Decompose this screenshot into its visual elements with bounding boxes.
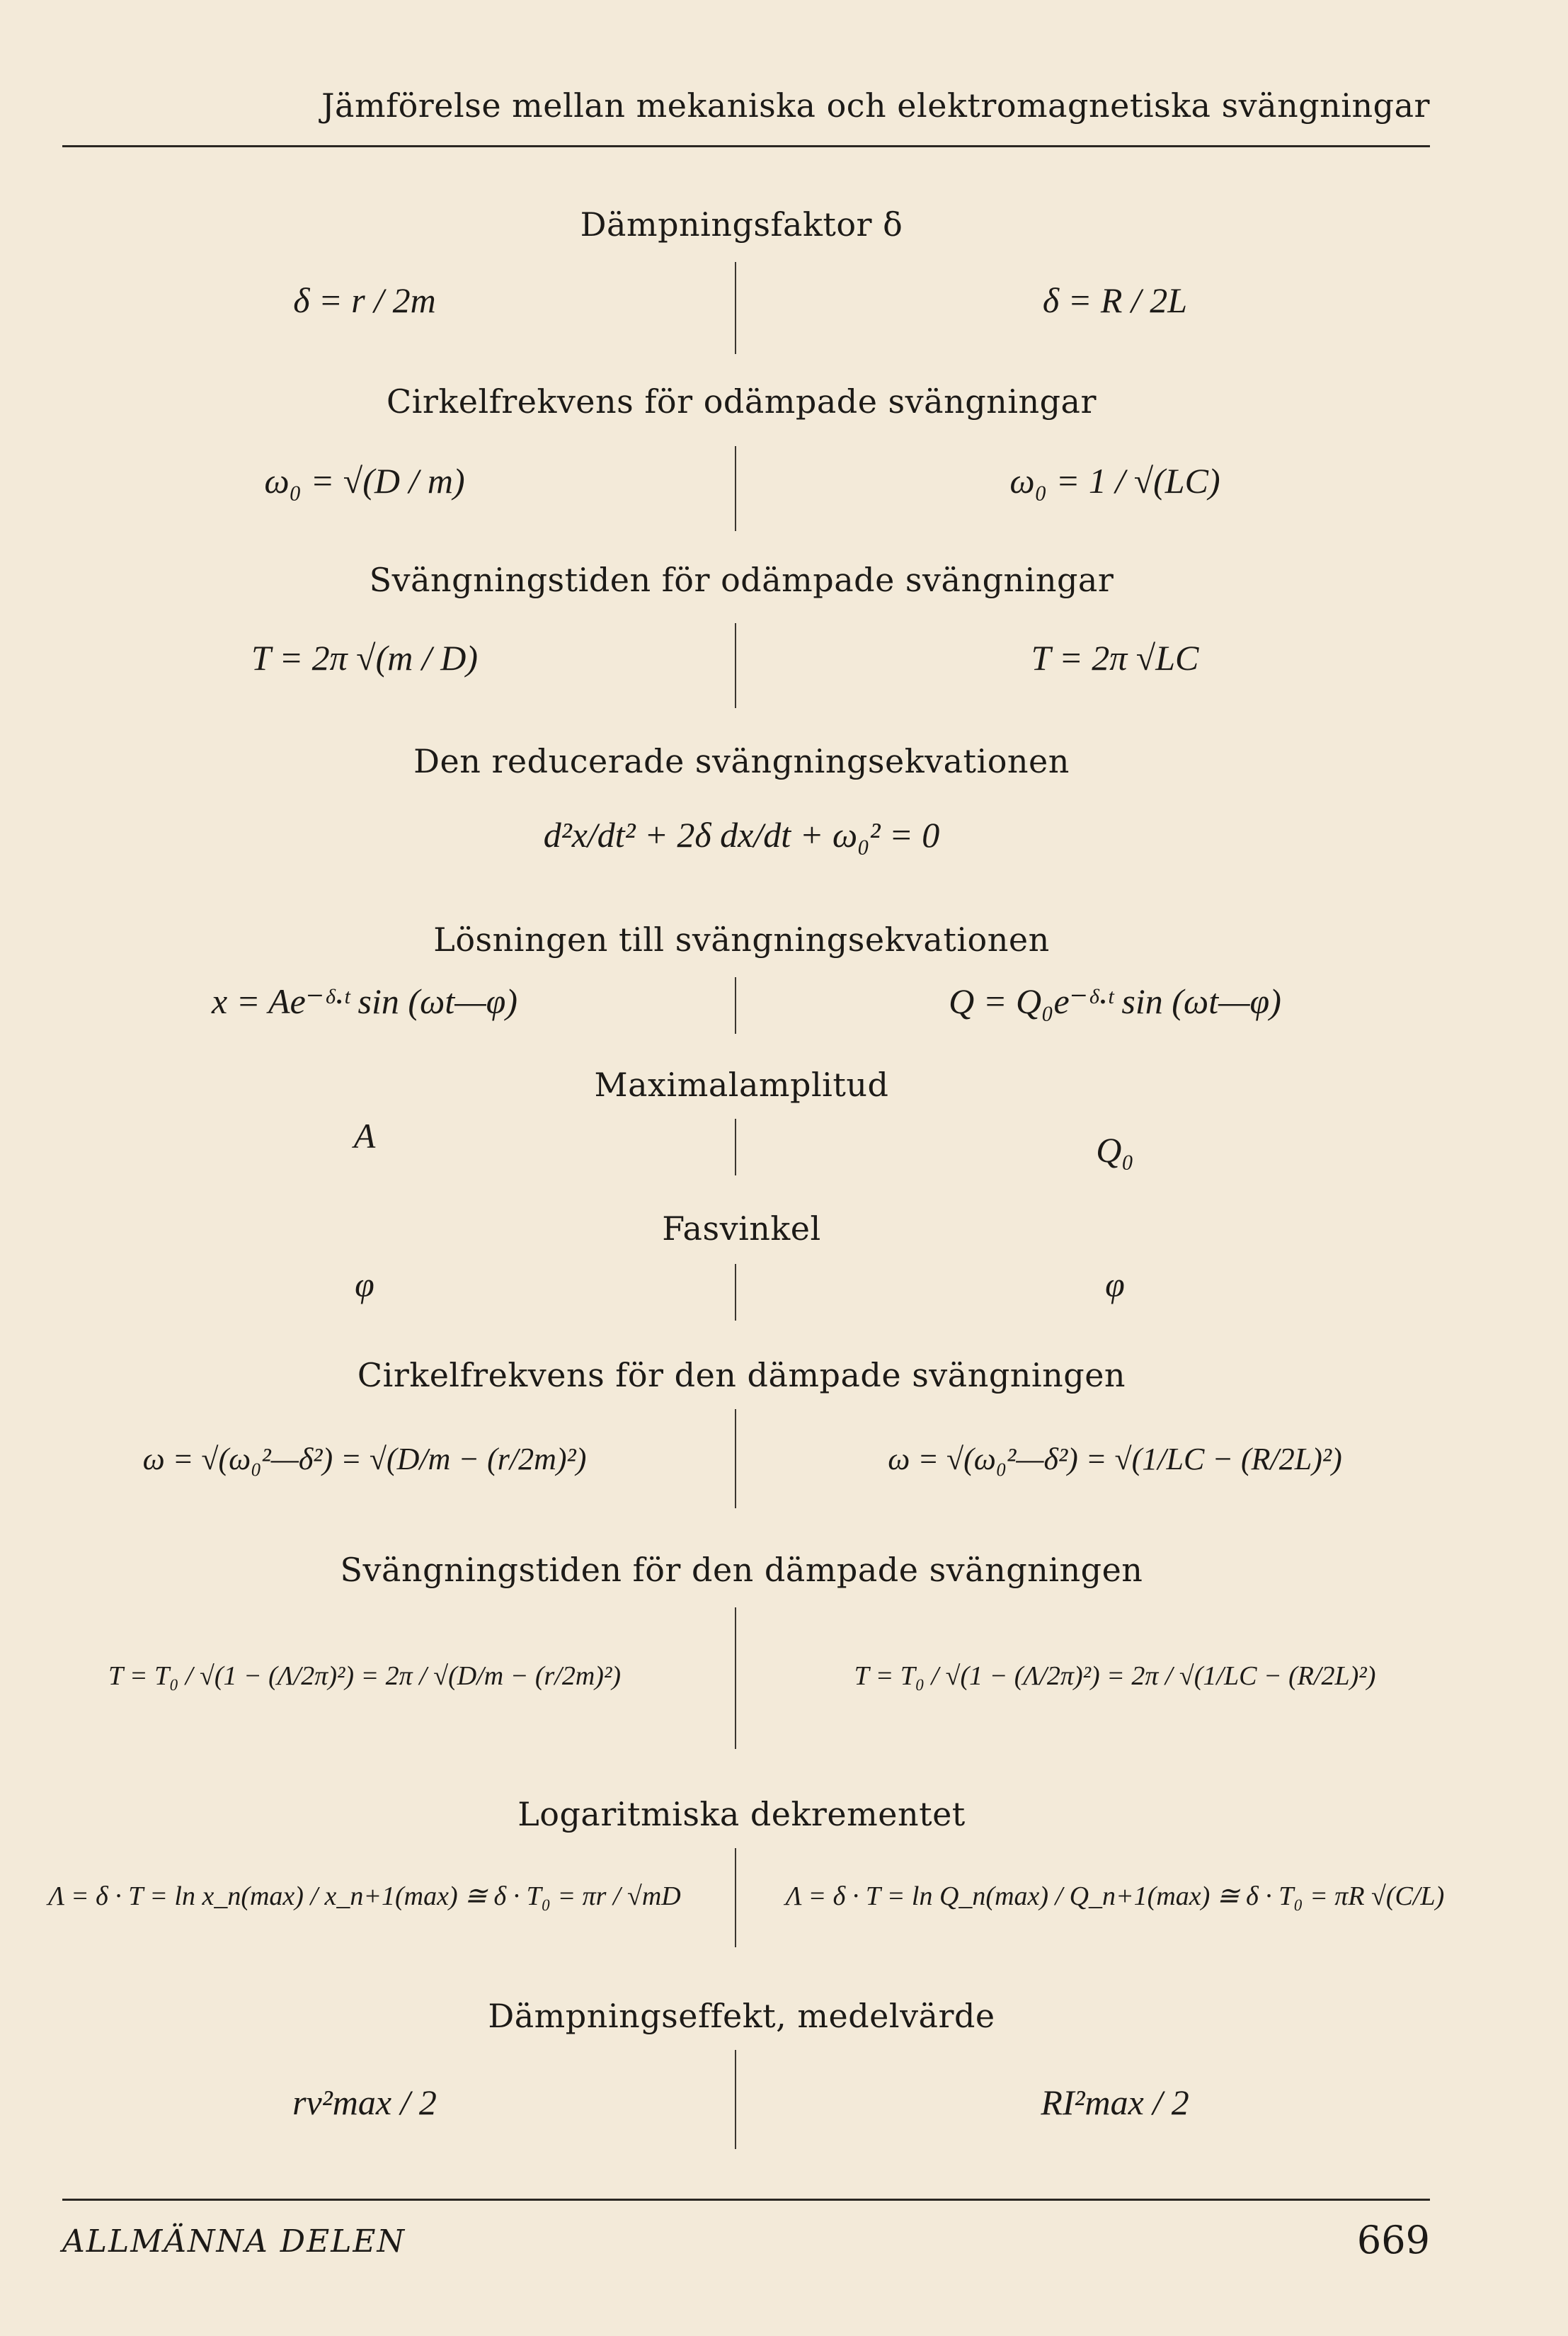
page-number: 669 (1356, 2218, 1430, 2262)
formula-left-undamped-period: T = 2π √(m / D) (251, 638, 479, 678)
column-divider (735, 1607, 736, 1749)
column-divider (735, 623, 736, 708)
section-title-undamped-period: Svängningstiden för odämpade svängningar (369, 561, 1114, 599)
formula-right-damped-frequency: ω = √(ω₀²—δ²) = √(1/LC − (R/2L)²) (888, 1442, 1342, 1476)
formula-right-undamped-period: T = 2π √LC (1031, 638, 1199, 678)
formula-left-undamped-frequency: ω₀ = √(D / m) (264, 461, 465, 501)
column-divider (735, 1848, 736, 1947)
column-divider (735, 977, 736, 1034)
section-title-max-amplitude: Maximalamplitud (594, 1066, 889, 1104)
running-header: Jämförelse mellan mekaniska och elektromagnetiska svängningar (321, 86, 1430, 125)
formula-right-log-decrement: Λ = δ · T = ln Q_n(max) / Q_n+1(max) ≅ δ · T₀ = πR √(C/L) (785, 1881, 1445, 1911)
formula-left-log-decrement: Λ = δ · T = ln x_n(max) / x_n+1(max) ≅ δ · T₀ = πr / √mD (48, 1881, 681, 1911)
formula-right-solution: Q = Q₀e⁻ᵟ·ᵗ sin (ωt—φ) (949, 981, 1281, 1021)
column-divider (735, 262, 736, 354)
section-title-solution: Lösningen till svängningsekvationen (433, 921, 1050, 959)
formula-right-phase-angle: φ (1105, 1265, 1125, 1304)
column-divider (735, 2050, 736, 2149)
formula-left-max-amplitude: A (353, 1116, 376, 1156)
formula-right-undamped-frequency: ω₀ = 1 / √(LC) (1009, 461, 1220, 501)
column-divider (735, 1264, 736, 1321)
formula-left-damping-factor: δ = r / 2m (293, 280, 436, 320)
formula-right-damping-factor: δ = R / 2L (1042, 280, 1188, 320)
column-divider (735, 1119, 736, 1175)
formula-left-damping-power: rv²max / 2 (292, 2083, 437, 2122)
footer-section-name: ALLMÄNNA DELEN (62, 2223, 406, 2260)
column-divider (735, 1409, 736, 1508)
formula-left-phase-angle: φ (355, 1265, 374, 1304)
formula-reduced-equation: d²x/dt² + 2δ dx/dt + ω₀² = 0 (543, 815, 940, 855)
formula-right-damped-period: T = T₀ / √(1 − (Λ/2π)²) = 2π / √(1/LC − (R/2L)²) (854, 1661, 1376, 1691)
header-rule (62, 145, 1430, 147)
formula-right-max-amplitude: Q₀ (1096, 1130, 1134, 1170)
formula-left-damped-frequency: ω = √(ω₀²—δ²) = √(D/m − (r/2m)²) (142, 1442, 587, 1476)
section-title-undamped-frequency: Cirkelfrekvens för odämpade svängningar (387, 382, 1097, 421)
section-title-log-decrement: Logaritmiska dekrementet (517, 1795, 966, 1833)
section-title-phase-angle: Fasvinkel (662, 1209, 821, 1248)
section-title-dampningsfaktor: Dämpningsfaktor δ (580, 205, 903, 244)
column-divider (735, 446, 736, 531)
formula-left-solution: x = Ae⁻ᵟ·ᵗ sin (ωt—φ) (212, 981, 517, 1021)
section-title-damped-period: Svängningstiden för den dämpade svängningen (340, 1551, 1143, 1589)
formula-right-damping-power: RI²max / 2 (1041, 2083, 1189, 2122)
footer-rule (62, 2199, 1430, 2201)
section-title-damping-power: Dämpningseffekt, medelvärde (488, 1997, 995, 2035)
section-title-damped-frequency: Cirkelfrekvens för den dämpade svängningen (357, 1356, 1126, 1394)
formula-left-damped-period: T = T₀ / √(1 − (Λ/2π)²) = 2π / √(D/m − (r/2m)²) (108, 1661, 622, 1691)
section-title-reduced-equation: Den reducerade svängningsekvationen (413, 742, 1070, 780)
